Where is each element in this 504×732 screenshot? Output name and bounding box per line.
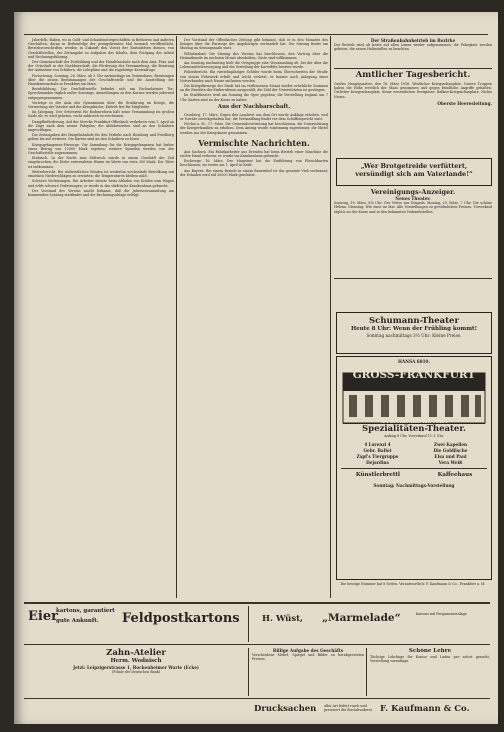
article-paragraph: Am Sonntag nachmittag hielt die Ortsgruppe eine Versammlung ab, bei der über die Lebensmittelversorgung und die Verteilung der Kartoffeln beraten wurde. — [180, 61, 328, 70]
article-paragraph: Polizeibericht. Ein vierzehnjähriger Schüler wurde beim Überschreiten der Straße von einem Fuhrwerk erfaßt und leicht verletzt; er konnte nach Anlegung eines Notverbandes nach Hause entlassen werden. — [180, 70, 328, 83]
acts-grid — [343, 442, 485, 466]
act-name: Zapf's Tiergruppe — [356, 454, 399, 460]
bread-notice-box — [336, 158, 492, 186]
article-paragraph: Eschwege, 16. März. Der Magistrat hat die Einführung von Fleischkarten beschlossen; sie treten am 1. April in Kraft. — [180, 159, 328, 168]
divider — [334, 68, 492, 69]
act-name: Vera Weiß — [438, 460, 463, 466]
gross-frankfurt-ad — [336, 356, 492, 580]
column-divider — [176, 36, 177, 598]
article-paragraph: Im Stadttheater wird am Sonntag die Oper gegeben; die Vorstellung beginnt um 7 Uhr. Karten sind an der Kasse zu haben. — [180, 93, 328, 102]
report-text: Großes Hauptquartier, den 18. März 1916. Westlicher Kriegsschauplatz. Unsere Truppen haben die Höhe westlich der Maas genommen und gegen feindliche Angriffe gehalten. Östlicher Kriegsschauplatz. Keine wesentlichen Ereignisse. Balkan-Kriegsschauplatz. Nichts Neues. — [334, 82, 492, 99]
article-paragraph: Aus Sachsen. Ein Fabrikarbeiter aus Dresden hat beim Betrieb einer Maschine die rechte Hand verloren; er wurde ins Krankenhaus gebracht. — [180, 149, 328, 159]
marmelade-title: „Marmelade“ — [322, 612, 401, 624]
divider — [248, 648, 249, 696]
kunstler-label: Künstlerbrettl — [355, 472, 401, 479]
article-paragraph: Fortsetzung. Sonntag, 26. März, ab 3 Uhr nachmittags im Vereinshaus, Beratungen über die neuen Bestimmungen der Geschäftsstelle und die Ausstellung der Hausfrauenschule in Frankfurt am Main. — [28, 73, 174, 87]
schumann-title: Schumann-Theater — [369, 316, 459, 326]
bottom-rule — [24, 602, 490, 604]
sonntag-note: Sonntag: Nachmittags-Vorstellung — [373, 483, 455, 489]
notice-title: Der Straßenbahnbetrieb im Bezirke — [370, 38, 456, 43]
schumann-line: Heute 8 Uhr: Wenn der Frühling kommt! — [350, 326, 478, 332]
zahn-atelier-ad — [26, 648, 246, 696]
newspaper-page — [14, 12, 498, 724]
article-paragraph: Wetterbericht. Bei südwestlichen Winden ist weiterhin wechselnde Bewölkung mit einzelnen Niederschlägen zu erwarten; die Temperaturen bleiben mild. — [28, 169, 174, 179]
bread-line-2: versündigt sich am Vaterlande!“ — [355, 170, 473, 178]
lehre-ad — [370, 648, 490, 696]
bottom-row — [337, 472, 491, 479]
gross-frankfurt-name: GROSS-FRANKFURT — [352, 369, 476, 382]
kaffee-label: Kaffeehaus — [437, 472, 473, 479]
listings-title: Vereinigungs-Anzeiger. — [370, 188, 456, 196]
bread-line-1: „Wer Brotgetreide verfüttert, — [360, 162, 468, 170]
drucksachen-mid: aller Art liefert rasch und preiswert die Buchdruckerei — [324, 704, 372, 713]
column-divider — [330, 36, 331, 598]
heading-vermischte: Vermischte Nachrichten. — [198, 137, 310, 148]
eier-gute: gute Ankunft. — [56, 618, 99, 624]
geschaeft-title: Billige Aufgabe des Geschäfts — [272, 648, 344, 653]
zahn-name: Herm. Wodnisch — [110, 658, 162, 664]
article-paragraph: Schwere Verletzungen. Ein Arbeiter stürzte beim Abladen von Kohlen vom Wagen und erlitt schwere Verletzungen; er wurde in das städtische Krankenhaus gebracht. — [28, 179, 174, 188]
report-title: Amtlicher Tagesbericht. — [355, 70, 471, 80]
article-paragraph: Einbruch. In der Nacht zum Mittwoch wurde in einem Geschäft der Zeil eingebrochen; die Diebe entwendeten Waren im Werte von etwa 300 Mark. Der Täter ist entkommen. — [28, 156, 174, 169]
article-paragraph: Cronberg, 17. März. Gegen den Landwirt aus dem Ort wurde Anklage erhoben, weil er Vorräte zurückgehalten hat; die Verhandlung findet vor dem Schöffengericht statt. — [180, 112, 328, 122]
lehre-title: Schöne Lehre — [408, 648, 452, 654]
gross-frankfurt-prog: Anfang 8 Uhr, Vorverkauf 11–1 Uhr. — [384, 434, 444, 439]
act-name: Elsa und Paul — [434, 454, 467, 460]
notice-text: Der Betrieb wird ab heute auf allen Linien wieder aufgenommen; die Fahrgäste werden gebeten, die neuen Haltestellen zu beachten. — [334, 43, 492, 52]
article-paragraph: Der Vorstand des Vereins macht bekannt, daß die Jahresversammlung am kommenden Sonntag stattfindet und die Rechnungsablage erfolgt. — [28, 188, 174, 197]
divider — [248, 606, 249, 642]
feldpost-title: Feldpostkartons — [122, 611, 240, 626]
event-listings — [334, 188, 492, 278]
article-paragraph: Im Jahrgang. Der Ortsverein für Bodenreform hält seine Versammlung im großen Saale ab; es wird gebeten, recht zahlreich zu erscheinen. — [28, 110, 174, 119]
geschaeft-ad — [252, 648, 364, 696]
act-name: Gebr. Ballot — [363, 447, 392, 453]
article-paragraph: Berufsbildung. Die Geschäftsstelle befindet sich am Eschenheimer Tor; Sprechstunden täglich außer Sonntags. Anmeldungen zu den Kursen werden jederzeit entgegengenommen. — [28, 87, 174, 100]
eier-big: Eier — [28, 609, 58, 624]
wust-name: H. Wüst, — [262, 614, 304, 624]
article-paragraph: Kriegsgefangenen-Fürsorge. Die Sammlung für die Kriegsgefangenen hat bisher einen Betrag von 12000 Mark ergeben; weitere Spenden werden von der Geschäftsstelle angenommen. — [28, 142, 174, 156]
divider — [341, 468, 487, 469]
divider — [24, 644, 490, 645]
eier-karton: kartons, garantiert — [56, 608, 115, 614]
act-name: 4 Lorenzi 4 — [364, 441, 391, 447]
gross-frankfurt-sub: AM ESCHENHEIMER TURM — [343, 419, 485, 424]
divider — [24, 698, 490, 699]
article-paragraph: Der Vorstand der Offenbacher Zeitung gibt bekannt, daß er in den Monaten des Krieges über die Fürsorge der Angehörigen verhandelt hat. Die Sitzung findet am Montag im Sitzungssaale statt. — [180, 38, 328, 51]
column-neighborhood — [180, 38, 328, 598]
heading-nachbarschaft: Aus der Nachbarschaft. — [217, 103, 291, 110]
wust-ad — [252, 606, 490, 642]
article-paragraph: Jaberfelb, Baben, wo in Gold- und Schaufenstergeschäften in Bethoven und anderen Geschäften, daran in Reihenfolge der preisgekrönten Mal hernach veröffentlicht, Betriebsvorschriften werden in Zukunft den Vorrat der Kuriositäten dienen, von Geschäftstellen, der Zeitangabe zu Aufgaben des Inhalts, dem Fortgang der Arbeit und Rechnungsführung. — [28, 38, 174, 59]
schumann-ad — [336, 312, 492, 354]
drucksachen-ad — [252, 700, 490, 720]
lehre-text: Tüchtige Lehrlinge für Kontor und Laden per sofort gesucht; Vorstellung vormittags. — [370, 654, 490, 663]
article-paragraph: Aus Bayern. Bei einem Brande in einem Bauernhof ist das gesamte Vieh verbrannt; der Schaden wird auf 20000 Mark geschätzt. — [180, 168, 328, 177]
zahn-sub: (Filiale der Deutschen Bank) — [111, 670, 161, 674]
eier-ad — [26, 606, 246, 642]
article-paragraph: Die Zeitangaben des Hauptbahnhofs für den Verkehr nach Homburg und Friedberg gelten bis auf weiteres. Die Karten sind an den Schaltern zu lösen. — [28, 133, 174, 142]
divider — [334, 278, 492, 279]
schumann-sub: Sonntag nachmittags 3½ Uhr: Kleine Preise. — [366, 332, 462, 338]
drucksachen-left: Drucksachen — [254, 704, 317, 714]
listings-text: Sonntag, 19. März, 8¼ Uhr: Der Vetter aus Dingsda. Montag, 20. März, 7 Uhr: Die schöne Helena. Dienstag: Wie einst im Mai. Alle Vorstellungen zu gewöhnlichen Preisen. Vorverkauf täglich an der Kasse und in den bekannten Verkaufsstellen. — [334, 201, 492, 214]
official-report — [334, 70, 492, 156]
article-paragraph: Vorträge in der Aula des Gymnasiums über die Ernährung im Kriege, die Verwertung der Vorräte und die Kriegsküche; Eintritt frei für Mitglieder. — [28, 100, 174, 110]
article-paragraph: Dampfbeförderung. Auf der Strecke Frankfurt-Offenbach verkehren vom 1. April an die Züge nach dem neuen Fahrplan; die Abfahrtszeiten sind an den Schaltern angeschlagen. — [28, 119, 174, 133]
column-local-news — [28, 38, 174, 598]
zahn-title: Zahn-Atelier — [106, 648, 166, 658]
issue-note: Die heutige Nummer hat 8 Seiten. Verantwortlich: F. Kaufmann & Co., Frankfurt a. M. — [340, 582, 486, 586]
act-name: Zwei Kapellen — [433, 441, 468, 447]
gross-frankfurt-type: Spezialitäten-Theater. — [362, 424, 466, 435]
hansa-phone: HANSA 6810. — [398, 359, 430, 364]
article-paragraph: Höchst a. M., 17. März. Die Gemeindevertretung hat beschlossen, die Unterstützung der Kriegerfamilien zu erhöhen. Dem Antrag wurde einstimmig zugestimmt; die Mittel werden aus der Kriegskasse genommen. — [180, 122, 328, 135]
geschaeft-text: Verschiedene Möbel, Spiegel und Bilder zu herabgesetzten Preisen. — [252, 653, 364, 662]
notice-tramway — [334, 38, 492, 66]
article-paragraph: Der Gemeinschaft der Fortbildung und der Handelsschule nach dem Amt, Frau und der Ortschaft in der Nachbarschaft, die Förderung der Versammlung; die Beratung der Aufnahme von Schülern, die Lehrpläne und die zugehörige Kostenfrage. — [28, 60, 174, 73]
divider — [366, 648, 367, 696]
act-name: Dejardins — [366, 460, 389, 466]
report-signature: Oberste Heeresleitung. — [437, 100, 492, 106]
article-paragraph: Die Kriegsfürsorge der Stadt hat im verflossenen Monat wieder erhebliche Summen an die Familien der Einberufenen ausgezahlt; die Zahl der Unterstützten ist gestiegen. — [180, 84, 328, 93]
act-name: Die Goldfische — [433, 447, 468, 453]
zahn-address: Jetzt: Leipzigerstrasse 1, Bockenheimer Warte (Ecke) — [73, 664, 199, 670]
drucksachen-right: F. Kaufmann & Co. — [380, 704, 470, 714]
marmelade-karton: kartons mit Pergamenteinlage — [416, 612, 467, 616]
top-rule — [24, 34, 488, 35]
article-paragraph: Wilhelmsbad. Die Sitzung des Vereins hat beschlossen, den Vortrag über die Heimatkunde im nächsten Monat abzuhalten; Gäste sind willkommen. — [180, 51, 328, 60]
listings-subtitle: Neues Theater. — [395, 196, 431, 201]
